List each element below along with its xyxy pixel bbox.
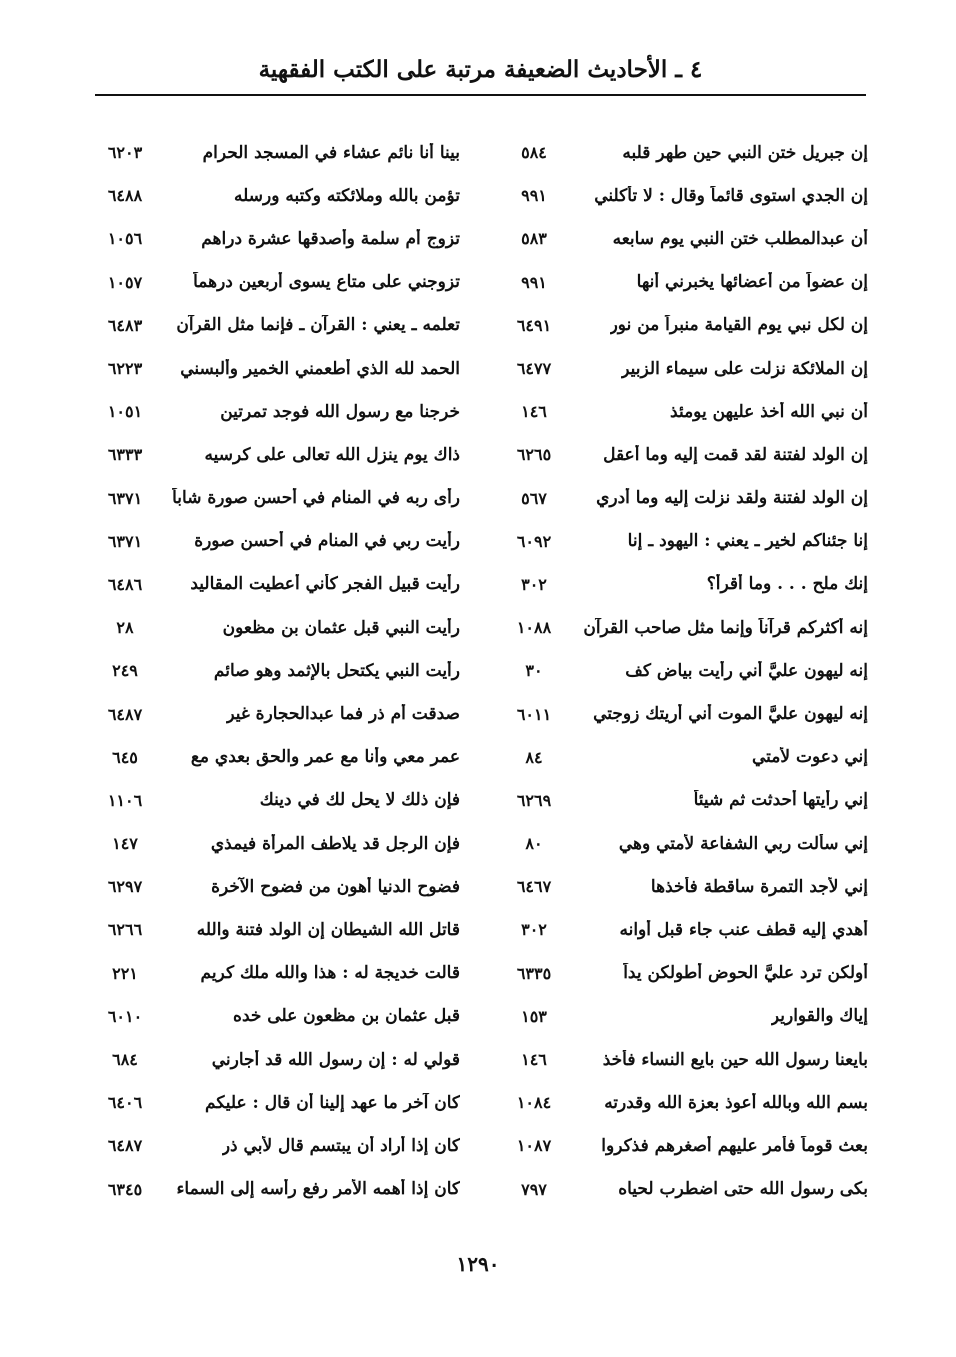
index-entry bbox=[103, 131, 460, 174]
hadith-number: ١٤٦ bbox=[521, 402, 547, 422]
index-entry bbox=[103, 606, 460, 649]
hadith-number: ٣٠ bbox=[525, 661, 543, 681]
index-entry bbox=[103, 908, 460, 951]
index-entry bbox=[512, 1168, 868, 1211]
hadith-text: قاتل الله الشيطان إن الولد فتنة والله bbox=[196, 919, 460, 940]
index-entry bbox=[103, 390, 460, 433]
hadith-number: ٦٢٦٩ bbox=[516, 790, 552, 810]
index-entry bbox=[512, 736, 868, 779]
hadith-number: ٨٠ bbox=[525, 834, 543, 854]
hadith-text: بايعنا رسول الله حين بايع النساء فأخذ bbox=[602, 1049, 868, 1070]
hadith-text: فإن ذلك لا يحل لك في دينك bbox=[259, 790, 460, 811]
hadith-text: رأى ربه في المنام في أحسن صورة شاباً bbox=[172, 488, 460, 509]
header-rule bbox=[95, 94, 866, 96]
hadith-number: ٦٢٦٥ bbox=[516, 445, 552, 465]
hadith-number: ٦٢٢٣ bbox=[107, 359, 143, 379]
index-entry bbox=[103, 261, 460, 304]
hadith-text: بينا أنا نائم عشاء في المسجد الحرام bbox=[202, 142, 460, 163]
index-entry bbox=[512, 908, 868, 951]
hadith-text: كان آخر ما عهد إلينا أن قال : عليكم bbox=[205, 1092, 460, 1113]
index-entry bbox=[512, 174, 868, 217]
hadith-text: بسم الله وبالله أعوذ بعزة الله وقدرته bbox=[604, 1092, 868, 1113]
hadith-text: إياك والقوارير bbox=[770, 1006, 868, 1027]
hadith-number: ١٤٧ bbox=[112, 834, 138, 854]
hadith-number: ٦٤٩١ bbox=[516, 315, 552, 335]
hadith-text: قبل عثمان بن مظعون على خده bbox=[233, 1006, 460, 1027]
hadith-number: ٦٣٤٥ bbox=[107, 1179, 143, 1199]
hadith-text: إني دعوت لأمتي bbox=[751, 747, 868, 768]
page-title: ٤ ـ الأحاديث الضعيفة مرتبة على الكتب الفقهية bbox=[258, 56, 703, 83]
hadith-text: إن الولد لفتنة لقد قمت إليه وما أعقل bbox=[603, 444, 868, 465]
index-entry bbox=[512, 1038, 868, 1081]
index-entry bbox=[512, 477, 868, 520]
index-column-right bbox=[512, 131, 868, 1211]
hadith-text: إني لأجد التمرة ساقطة فأخذها bbox=[650, 876, 868, 897]
hadith-text: رأيت النبي يكتحل بالإثمد وهو صائم bbox=[213, 660, 460, 681]
index-entry bbox=[512, 347, 868, 390]
hadith-text: كان إذا أهمه الأمر رفع رأسه إلى السماء bbox=[176, 1179, 460, 1200]
hadith-text: قالت خديجة له : هذا والله ملك كريم bbox=[200, 963, 460, 984]
hadith-number: ٦٠١٠ bbox=[107, 1006, 143, 1026]
hadith-number: ١٠٨٨ bbox=[516, 618, 552, 638]
index-entry bbox=[512, 692, 868, 735]
hadith-number: ٩٩١ bbox=[521, 272, 547, 292]
hadith-text: إني رأيتها أحدثت ثم شيئاً bbox=[693, 790, 868, 811]
hadith-text: إنك ملح . . . وما أقرأ؟ bbox=[706, 574, 868, 595]
hadith-text: خرجنا مع رسول الله فوجد تمرتين bbox=[220, 401, 460, 422]
hadith-text: إني سألت ربي الشفاعة لأمتي وهي bbox=[618, 833, 868, 854]
index-entry bbox=[103, 779, 460, 822]
hadith-text: كان إذا أراد أن يبتسم قال لأبي ذر bbox=[221, 1135, 460, 1156]
index-entry bbox=[512, 131, 868, 174]
hadith-number: ٦٠٩٢ bbox=[516, 531, 552, 551]
hadith-text: بكى رسول الله حتى اضطرب لحياه bbox=[618, 1179, 868, 1200]
hadith-number: ٦٢٠٣ bbox=[107, 143, 143, 163]
index-entry bbox=[512, 1081, 868, 1124]
hadith-text: فضوح الدنيا أهون من فضوح الآخرة bbox=[211, 876, 460, 897]
hadith-number: ٦٨٤ bbox=[112, 1050, 138, 1070]
hadith-number: ٧٩٧ bbox=[521, 1179, 547, 1199]
hadith-number: ٦٤٧٧ bbox=[516, 359, 552, 379]
hadith-number: ٥٨٣ bbox=[521, 229, 547, 249]
index-entry bbox=[512, 390, 868, 433]
hadith-text: إن عضواً من أعضائها يخبرني أنها bbox=[636, 272, 868, 293]
index-entry bbox=[103, 520, 460, 563]
hadith-number: ٢٢١ bbox=[112, 963, 138, 983]
index-entry bbox=[512, 606, 868, 649]
index-entry bbox=[103, 822, 460, 865]
hadith-text: أن نبي الله أخذ عليهن يومئذ bbox=[670, 401, 868, 422]
hadith-number: ٥٨٤ bbox=[521, 143, 547, 163]
hadith-number: ٣٠٢ bbox=[521, 574, 547, 594]
index-entry bbox=[512, 261, 868, 304]
hadith-text: إن الملائكة نزلت على سيماء الزبير bbox=[621, 358, 868, 379]
hadith-number: ١٠٥٧ bbox=[107, 272, 143, 292]
hadith-number: ٦٤٠٦ bbox=[107, 1093, 143, 1113]
hadith-number: ٦٤٨٨ bbox=[107, 186, 143, 206]
hadith-text: تؤمن بالله وملائكته وكتبه ورسله bbox=[234, 185, 460, 206]
hadith-number: ٦٤٨٣ bbox=[107, 315, 143, 335]
hadith-number: ٥٦٧ bbox=[521, 488, 547, 508]
hadith-text: إن الولد لفتنة ولقد نزلت إليه وما أدري bbox=[596, 488, 868, 509]
hadith-text: إنه ليهون عليَّ أني رأيت بياض كف bbox=[625, 660, 868, 681]
index-entry bbox=[512, 952, 868, 995]
index-entry bbox=[512, 822, 868, 865]
hadith-text: فإن الرجل قد يلاطف المرأة فيمذي bbox=[210, 833, 460, 854]
index-entry bbox=[512, 865, 868, 908]
hadith-text: إنا جئناكم لخير ـ يعني : اليهود ـ إنا bbox=[627, 531, 868, 552]
hadith-number: ٦٢٩٧ bbox=[107, 877, 143, 897]
hadith-number: ٣٠٢ bbox=[521, 920, 547, 940]
index-entry bbox=[512, 563, 868, 606]
hadith-text: إن جبريل ختن النبي حين طهر قلبه bbox=[622, 142, 868, 163]
hadith-number: ١١٠٦ bbox=[107, 790, 143, 810]
index-entry bbox=[512, 1124, 868, 1167]
hadith-text: تعلمه ـ يعني : القرآن ـ فإنما مثل القرآن bbox=[176, 315, 460, 336]
index-entry bbox=[103, 736, 460, 779]
hadith-text: رأيت النبي قبل عثمان بن مظعون bbox=[222, 617, 460, 638]
index-entry bbox=[103, 995, 460, 1038]
hadith-number: ٦٤٥ bbox=[112, 747, 138, 767]
index-entry bbox=[103, 865, 460, 908]
hadith-number: ٦٣٧١ bbox=[107, 488, 143, 508]
index-entry bbox=[103, 433, 460, 476]
index-entry bbox=[512, 217, 868, 260]
hadith-text: أن عبدالمطلب ختن النبي يوم سابعه bbox=[612, 228, 868, 249]
hadith-text: أهدي إليه قطف عنب جاء قبل أوانه bbox=[619, 919, 868, 940]
hadith-text: رأيت قبيل الفجر كأني أعطيت المقاليد bbox=[190, 574, 460, 595]
hadith-text: صدقت أم ذر فما عبدالحجارة غير bbox=[226, 704, 460, 725]
index-entry bbox=[103, 1168, 460, 1211]
hadith-number: ٦٢٦٦ bbox=[107, 920, 143, 940]
hadith-number: ٢٤٩ bbox=[112, 661, 138, 681]
hadith-text: قولي له : إن رسول الله قد أجارني bbox=[211, 1049, 460, 1070]
hadith-number: ٦٤٨٦ bbox=[107, 574, 143, 594]
hadith-text: إنه ليهون عليَّ الموت أني أريتك زوجتي bbox=[593, 704, 868, 725]
index-entry bbox=[512, 520, 868, 563]
index-entry bbox=[103, 563, 460, 606]
page-number: ١٢٩٠ bbox=[456, 1252, 500, 1276]
hadith-number: ٦٣٣٥ bbox=[516, 963, 552, 983]
index-entry bbox=[512, 995, 868, 1038]
hadith-number: ١٥٣ bbox=[521, 1006, 547, 1026]
hadith-text: تزوجني على متاع يسوى أربعين درهماً bbox=[193, 272, 460, 293]
index-entry bbox=[512, 779, 868, 822]
index-entry bbox=[103, 304, 460, 347]
hadith-number: ٦٤٦٧ bbox=[516, 877, 552, 897]
hadith-text: إنه أكثركم قرآناً وإنما مثل صاحب القرآن bbox=[583, 617, 868, 638]
hadith-text: ذاك يوم ينزل الله تعالى على كرسيه bbox=[204, 444, 460, 465]
hadith-number: ١٤٦ bbox=[521, 1050, 547, 1070]
index-entry bbox=[103, 347, 460, 390]
hadith-text: الحمد لله الذي أطعمني الخمير وألبسني bbox=[180, 358, 460, 379]
hadith-number: ١٠٨٤ bbox=[516, 1093, 552, 1113]
hadith-number: ٦٤٨٧ bbox=[107, 704, 143, 724]
index-entry bbox=[103, 1081, 460, 1124]
hadith-text: بعث قوماً فأمر عليهم أصغرهم فذكروا bbox=[601, 1135, 868, 1156]
index-entry bbox=[103, 649, 460, 692]
hadith-text: رأيت ربي في المنام في أحسن صورة bbox=[194, 531, 460, 552]
hadith-text: إن لكل نبي يوم القيامة منبراً من نور bbox=[609, 315, 868, 336]
hadith-text: إن الجدي استوى قائماً وقال : لا تأكلني bbox=[594, 185, 868, 206]
index-entry bbox=[103, 952, 460, 995]
index-entry bbox=[512, 649, 868, 692]
index-entry bbox=[103, 477, 460, 520]
hadith-number: ٦٤٨٧ bbox=[107, 1136, 143, 1156]
index-column-left bbox=[103, 131, 460, 1211]
hadith-text: أولكن ترد عليَّ الحوض أطولكن يداً bbox=[623, 963, 868, 984]
hadith-number: ٨٤ bbox=[525, 747, 543, 767]
index-entry bbox=[103, 174, 460, 217]
hadith-number: ٢٨ bbox=[116, 618, 134, 638]
hadith-text: عمر معي وأنا مع عمر والحق بعدي مع bbox=[190, 747, 460, 768]
index-entry bbox=[103, 1124, 460, 1167]
hadith-number: ١٠٥٦ bbox=[107, 229, 143, 249]
hadith-number: ٦٣٣٣ bbox=[107, 445, 143, 465]
index-entry bbox=[512, 304, 868, 347]
index-entry bbox=[103, 217, 460, 260]
hadith-number: ٩٩١ bbox=[521, 186, 547, 206]
hadith-number: ١٠٥١ bbox=[107, 402, 143, 422]
hadith-text: تزوج أم سلمة وأصدقها عشرة دراهم bbox=[201, 228, 460, 249]
index-entry bbox=[103, 1038, 460, 1081]
index-entry bbox=[512, 433, 868, 476]
running-header bbox=[95, 52, 866, 96]
hadith-number: ١٠٨٧ bbox=[516, 1136, 552, 1156]
hadith-number: ٦٣٧١ bbox=[107, 531, 143, 551]
hadith-number: ٦٠١١ bbox=[516, 704, 552, 724]
index-entry bbox=[103, 692, 460, 735]
